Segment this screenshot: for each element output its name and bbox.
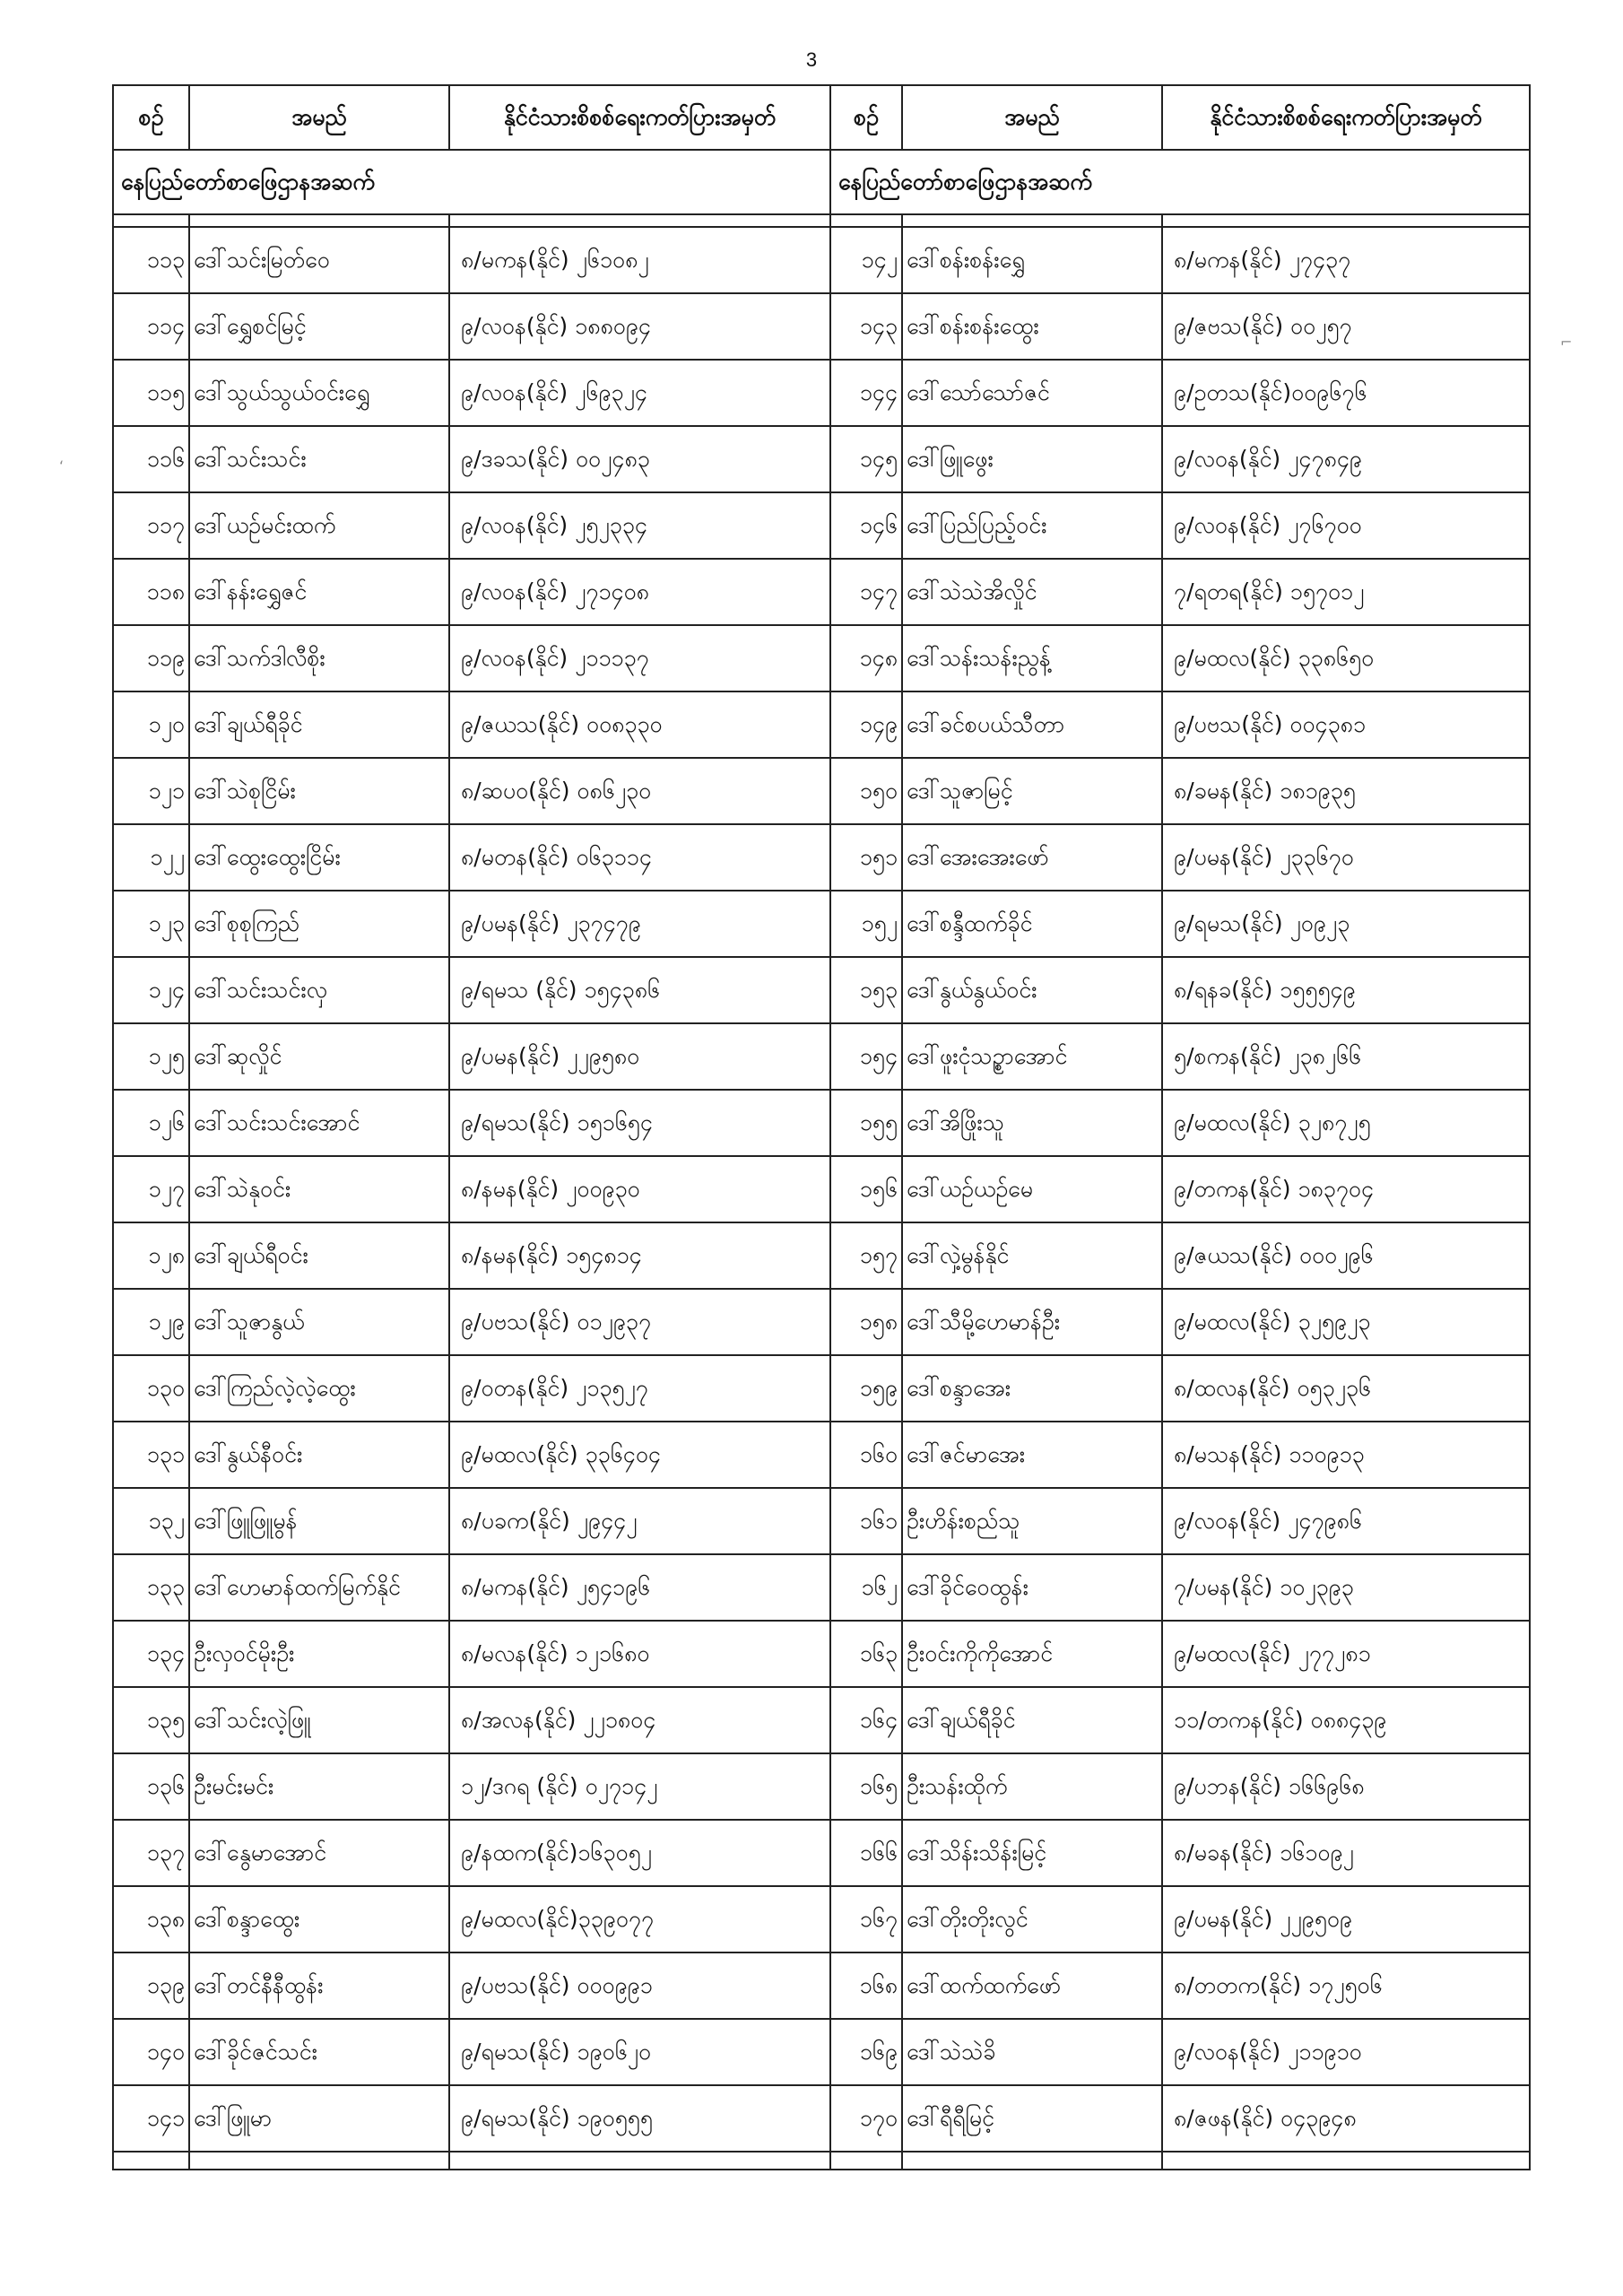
nrc-cell: ၈/မကန(နိုင်) ၂၇၄၃၇: [1162, 227, 1530, 293]
nrc-cell: ၈/ပခက(နိုင်) ၂၉၄၄၂: [449, 1488, 830, 1554]
nrc-cell: ၈/ထလန(နိုင်) ၀၅၃၂၃၆: [1162, 1355, 1530, 1422]
name-cell: ဒေါ်သင်းမြတ်ဝေ: [189, 227, 449, 293]
name-cell: ဒေါ်စန္ဒာအေး: [902, 1355, 1162, 1422]
nrc-cell: ၉/ဇဗသ(နိုင်) ၀၀၂၅၇: [1162, 293, 1530, 360]
name-cell: ဒေါ်ချယ်ရီခိုင်: [902, 1687, 1162, 1753]
nrc-cell: ၉/လဝန(နိုင်) ၂၇၁၄၀၈: [449, 559, 830, 625]
nrc-cell: ၉/လဝန(နိုင်) ၂၆၉၃၂၄: [449, 360, 830, 426]
nrc-cell: ၉/ပဗသ(နိုင်) ၀၀၄၃၈၁: [1162, 691, 1530, 758]
nrc-cell: ၉/ရမသ(နိုင်) ၁၉၀၆၂၀: [449, 2019, 830, 2085]
nrc-cell: ၉/ဇယသ(နိုင်) ၀၀၀၂၉၆: [1162, 1222, 1530, 1289]
serial-number-cell: ၁၂၄: [113, 957, 189, 1023]
name-cell: ဒေါ်သင်းသင်းလှ: [189, 957, 449, 1023]
serial-number-cell: ၁၄၂: [830, 227, 902, 293]
spacer-cell: [830, 214, 902, 227]
name-cell: ဒေါ်တိုးတိုးလွင်: [902, 1886, 1162, 1952]
serial-number-cell: ၁၄၄: [830, 360, 902, 426]
serial-number-cell: ၁၇၀: [830, 2085, 902, 2152]
serial-number-cell: ၁၅၂: [830, 891, 902, 957]
serial-number-cell: ၁၁၆: [113, 426, 189, 492]
name-cell: ဒေါ်သင်းသင်း: [189, 426, 449, 492]
name-cell: ဒေါ်သက်ဒါလီစိုး: [189, 625, 449, 691]
name-cell: ဒေါ်ရွှေစင်မြင့်: [189, 293, 449, 360]
name-cell: ဒေါ်သဲသဲခိ: [902, 2019, 1162, 2085]
serial-number-cell: ၁၅၄: [830, 1023, 902, 1090]
nrc-cell: ၉/ပမန(နိုင်) ၂၂၉၅၀၉: [1162, 1886, 1530, 1952]
serial-number-cell: ၁၃၃: [113, 1554, 189, 1621]
name-cell: ဒေါ်ခိုင်ဝေထွန်း: [902, 1554, 1162, 1621]
nrc-cell: ၅/စကန(နိုင်) ၂၃၈၂၆၆: [1162, 1023, 1530, 1090]
name-cell: ဒေါ်နွေမာအောင်: [189, 1820, 449, 1886]
nrc-cell: ၉/လဝန(နိုင်) ၁၈၈၀၉၄: [449, 293, 830, 360]
spacer-row: [113, 214, 1530, 227]
nrc-cell: ၉/ဥတသ(နိုင်)၀၀၉၆၇၆: [1162, 360, 1530, 426]
name-cell: ဒေါ်သင်းလဲ့ဖြူ: [189, 1687, 449, 1753]
name-cell: ဒေါ်နန်းရွှေဇင်: [189, 559, 449, 625]
header-no: စဉ်: [113, 85, 189, 150]
serial-number-cell: ၁၃၈: [113, 1886, 189, 1952]
name-cell: ဒေါ်သိန်းသိန်းမြင့်: [902, 1820, 1162, 1886]
serial-number-cell: ၁၂၃: [113, 891, 189, 957]
name-cell: ဒေါ်သော်သော်ဇင်: [902, 360, 1162, 426]
name-cell: ဒေါ်ခင်စပယ်သီတာ: [902, 691, 1162, 758]
table-row: [113, 1952, 1530, 2019]
trailing-cell: [189, 2152, 449, 2170]
nrc-cell: ၈/အလန(နိုင်) ၂၂၁၈၀၄: [449, 1687, 830, 1753]
table-row: [113, 1355, 1530, 1422]
nrc-cell: ၉/မထလ(နိုင်) ၃၃၈၆၅၀: [1162, 625, 1530, 691]
table-row: [113, 227, 1530, 293]
name-cell: ဒေါ်စန္ဒီထက်ခိုင်: [902, 891, 1162, 957]
nrc-cell: ၈/ဇဖန(နိုင်) ၀၄၃၉၄၈: [1162, 2085, 1530, 2152]
nrc-cell: ၉/မထလ(နိုင်)၃၃၉၀၇၇: [449, 1886, 830, 1952]
table-row: [113, 2085, 1530, 2152]
serial-number-cell: ၁၅၇: [830, 1222, 902, 1289]
spacer-cell: [902, 214, 1162, 227]
nrc-cell: ၉/ပဗသ(နိုင်) ၀၀၀၉၉၁: [449, 1952, 830, 2019]
nrc-cell: ၈/တတက(နိုင်) ၁၇၂၅၀၆: [1162, 1952, 1530, 2019]
name-cell: ဒေါ်စန္ဒာထွေး: [189, 1886, 449, 1952]
table-row: [113, 625, 1530, 691]
name-cell: ဦးလှ​ဝင်မိုးဦး: [189, 1621, 449, 1687]
name-cell: ဒေါ်သန်းသန်းညွန့်: [902, 625, 1162, 691]
nrc-cell: ၈/နမန(နိုင်) ၂၀၀၉၃၀: [449, 1156, 830, 1222]
serial-number-cell: ၁၁၃: [113, 227, 189, 293]
name-cell: ဒေါ်ဖူးငုံသဥ္စာအောင်: [902, 1023, 1162, 1090]
nrc-cell: ၉/လဝန(နိုင်) ၂၄၇၉၈၆: [1162, 1488, 1530, 1554]
serial-number-cell: ၁၂၀: [113, 691, 189, 758]
trailing-cell: [449, 2152, 830, 2170]
serial-number-cell: ၁၄၇: [830, 559, 902, 625]
header-nrc: နိုင်ငံသားစိစစ်ရေးကတ်ပြားအမှတ်: [449, 85, 830, 150]
scan-speck: ⌐: [1560, 334, 1573, 351]
table-row: [113, 293, 1530, 360]
name-cell: ဒေါ်စုစုကြည်: [189, 891, 449, 957]
header-name: အမည်: [189, 85, 449, 150]
table-row: [113, 957, 1530, 1023]
serial-number-cell: ၁၂၈: [113, 1222, 189, 1289]
table-row: [113, 1289, 1530, 1355]
nrc-cell: ၇/ရတရ(နိုင်) ၁၅၇၀၁၂: [1162, 559, 1530, 625]
serial-number-cell: ၁၂၇: [113, 1156, 189, 1222]
nrc-cell: ၉/ရမသ(နိုင်) ၂၀၉၂၃: [1162, 891, 1530, 957]
serial-number-cell: ၁၂၂: [113, 824, 189, 891]
nrc-cell: ၉/လဝန(နိုင်) ၂၇၆၇၀၀: [1162, 492, 1530, 559]
nrc-cell: ၈/ရနခ(နိုင်) ၁၅၅၅၄၉: [1162, 957, 1530, 1023]
nrc-cell: ၉/ပမန(နိုင်) ၂၃၃၆၇၀: [1162, 824, 1530, 891]
table-row: [113, 1554, 1530, 1621]
serial-number-cell: ၁၅၃: [830, 957, 902, 1023]
serial-number-cell: ၁၅၅: [830, 1090, 902, 1156]
serial-number-cell: ၁၄၀: [113, 2019, 189, 2085]
section-title: နေပြည်တော်စာဖြေဌာနအဆက်: [113, 150, 830, 214]
spacer-cell: [1162, 214, 1530, 227]
table-row: [113, 824, 1530, 891]
serial-number-cell: ၁၁၉: [113, 625, 189, 691]
serial-number-cell: ၁၆၉: [830, 2019, 902, 2085]
nrc-cell: ၉/တကန(နိုင်) ၁၈၃၇၀၄: [1162, 1156, 1530, 1222]
nrc-cell: ၈/မတန(နိုင်) ၀၆၃၁၁၄: [449, 824, 830, 891]
trailing-cell: [902, 2152, 1162, 2170]
nrc-cell: ၉/ပဗသ(နိုင်) ၀၁၂၉၃၇: [449, 1289, 830, 1355]
name-cell: ဒေါ်ဆုလှိုင်: [189, 1023, 449, 1090]
nrc-cell: ၉/နထက(နိုင်)၁၆၃၀၅၂: [449, 1820, 830, 1886]
name-cell: ဒေါ်ဖြူဖြူမွန်: [189, 1488, 449, 1554]
name-cell: ဒေါ်နွယ်နွယ်ဝင်း: [902, 957, 1162, 1023]
serial-number-cell: ၁၁၅: [113, 360, 189, 426]
serial-number-cell: ၁၄၆: [830, 492, 902, 559]
table-row: [113, 891, 1530, 957]
header-no: စဉ်: [830, 85, 902, 150]
table-row: [113, 1222, 1530, 1289]
serial-number-cell: ၁၆၀: [830, 1422, 902, 1488]
header-name: အမည်: [902, 85, 1162, 150]
serial-number-cell: ၁၅၈: [830, 1289, 902, 1355]
name-cell: ဒေါ်ချယ်ရီခိုင်: [189, 691, 449, 758]
table-row: [113, 426, 1530, 492]
name-cell: ဒေါ်ယဉ်ယဉ်မေ: [902, 1156, 1162, 1222]
nrc-cell: ၉/ပမန(နိုင်) ၂၃၇၄၇၉: [449, 891, 830, 957]
name-cell: ဒေါ်သဲသဲအိလှိုင်: [902, 559, 1162, 625]
name-cell: ဒေါ်ထွေးထွေးငြိမ်း: [189, 824, 449, 891]
roster-table: [112, 84, 1531, 2170]
table-row: [113, 1687, 1530, 1753]
serial-number-cell: ၁၂၁: [113, 758, 189, 824]
name-cell: ဒေါ်ယဉ်မင်းထက်: [189, 492, 449, 559]
serial-number-cell: ၁၃၀: [113, 1355, 189, 1422]
name-cell: ဒေါ်စန်းစန်းထွေး: [902, 293, 1162, 360]
nrc-cell: ၉/လဝန(နိုင်) ၂၅၂၃၃၄: [449, 492, 830, 559]
nrc-cell: ၉/လဝန(နိုင်) ၂၁၁၁၃၇: [449, 625, 830, 691]
nrc-cell: ၉/မထလ(နိုင်) ၂၇၇၂၈၁: [1162, 1621, 1530, 1687]
serial-number-cell: ၁၆၇: [830, 1886, 902, 1952]
nrc-cell: ၉/ပဘန(နိုင်) ၁၆၆၉၆၈: [1162, 1753, 1530, 1820]
nrc-cell: ၈/ဆပဝ(နိုင်) ၀၈၆၂၃၀: [449, 758, 830, 824]
section-title: နေပြည်တော်စာဖြေဌာနအဆက်: [830, 150, 1530, 214]
header-row: [113, 85, 1530, 150]
serial-number-cell: ၁၁၈: [113, 559, 189, 625]
spacer-cell: [113, 214, 189, 227]
trailing-cell: [1162, 2152, 1530, 2170]
serial-number-cell: ၁၆၃: [830, 1621, 902, 1687]
serial-number-cell: ၁၃၆: [113, 1753, 189, 1820]
table-row: [113, 492, 1530, 559]
serial-number-cell: ၁၆၄: [830, 1687, 902, 1753]
serial-number-cell: ၁၃၂: [113, 1488, 189, 1554]
nrc-cell: ၉/ဝတန(နိုင်) ၂၁၃၅၂၇: [449, 1355, 830, 1422]
nrc-cell: ၉/ပမန(နိုင်) ၂၂၉၅၈၀: [449, 1023, 830, 1090]
nrc-cell: ၉/ရမသ (နိုင်) ၁၅၄၃၈၆: [449, 957, 830, 1023]
nrc-cell: ၈/မကန(နိုင်) ၂၆၁၀၈၂: [449, 227, 830, 293]
serial-number-cell: ၁၆၈: [830, 1952, 902, 2019]
name-cell: ဒေါ်ပြည်ပြည့်ဝင်း: [902, 492, 1162, 559]
name-cell: ဒေါ်ဇင်မာအေး: [902, 1422, 1162, 1488]
serial-number-cell: ၁၆၅: [830, 1753, 902, 1820]
serial-number-cell: ၁၂၆: [113, 1090, 189, 1156]
nrc-cell: ၇/ပမန(နိုင်) ၁၀၂၃၉၃: [1162, 1554, 1530, 1621]
nrc-cell: ၈/နမန(နိုင်) ၁၅၄၈၁၄: [449, 1222, 830, 1289]
serial-number-cell: ၁၄၁: [113, 2085, 189, 2152]
serial-number-cell: ၁၃၉: [113, 1952, 189, 2019]
page-number: 3: [805, 48, 818, 71]
serial-number-cell: ၁၂၉: [113, 1289, 189, 1355]
nrc-cell: ၉/မထလ(နိုင်) ၃၃၆၄၀၄: [449, 1422, 830, 1488]
name-cell: ဦးသန်းထိုက်: [902, 1753, 1162, 1820]
nrc-cell: ၈/မသန(နိုင်) ၁၁၀၉၁၃: [1162, 1422, 1530, 1488]
name-cell: ဒေါ်ဖြူဖွေး: [902, 426, 1162, 492]
name-cell: ဒေါ်သွယ်သွယ်ဝင်းရွှေ: [189, 360, 449, 426]
table-row: [113, 2019, 1530, 2085]
serial-number-cell: ၁၃၇: [113, 1820, 189, 1886]
trailing-cell: [830, 2152, 902, 2170]
name-cell: ဦးဟိန်းစည်သူ: [902, 1488, 1162, 1554]
table-row: [113, 1023, 1530, 1090]
serial-number-cell: ၁၄၃: [830, 293, 902, 360]
table-row: [113, 1422, 1530, 1488]
table-row: [113, 691, 1530, 758]
name-cell: ဒေါ်သူဇာနွယ်: [189, 1289, 449, 1355]
nrc-cell: ၈/မလန(နိုင်) ၁၂၁၆၈၀: [449, 1621, 830, 1687]
header-nrc: နိုင်ငံသားစိစစ်ရေးကတ်ပြားအမှတ်: [1162, 85, 1530, 150]
serial-number-cell: ၁၂၅: [113, 1023, 189, 1090]
nrc-cell: ၉/ဇယသ(နိုင်) ၀၀၈၃၃၀: [449, 691, 830, 758]
serial-number-cell: ၁၄၈: [830, 625, 902, 691]
name-cell: ဒေါ်သီမို့ဟေမာန်ဦး: [902, 1289, 1162, 1355]
serial-number-cell: ၁၃၅: [113, 1687, 189, 1753]
name-cell: ဒေါ်လှဲ့မွန်နိုင်: [902, 1222, 1162, 1289]
serial-number-cell: ၁၆၁: [830, 1488, 902, 1554]
nrc-cell: ၁၂/ဒဂရ (နိုင်) ၀၂၇၁၄၂: [449, 1753, 830, 1820]
serial-number-cell: ၁၄၉: [830, 691, 902, 758]
name-cell: ဒေါ်သူဇာမြင့်: [902, 758, 1162, 824]
table-row: [113, 1090, 1530, 1156]
serial-number-cell: ၁၆၆: [830, 1820, 902, 1886]
name-cell: ဒေါ်အိဖြိုးသူ: [902, 1090, 1162, 1156]
table-row: [113, 559, 1530, 625]
name-cell: ဒေါ်ဖြူမာ: [189, 2085, 449, 2152]
nrc-cell: ၉/မထလ(နိုင်) ၃၂၅၉၂၃: [1162, 1289, 1530, 1355]
nrc-cell: ၁၁/တကန(နိုင်) ၀၈၈၄၃၉: [1162, 1687, 1530, 1753]
name-cell: ဒေါ်ခိုင်ဇင်သင်း: [189, 2019, 449, 2085]
serial-number-cell: ၁၁၇: [113, 492, 189, 559]
table-row: [113, 1886, 1530, 1952]
table-row: [113, 1488, 1530, 1554]
table-row: [113, 1621, 1530, 1687]
nrc-cell: ၈/မခန(နိုင်) ၁၆၁၀၉၂: [1162, 1820, 1530, 1886]
table-row: [113, 1820, 1530, 1886]
nrc-cell: ၉/ဒခသ(နိုင်) ၀၀၂၄၈၃: [449, 426, 830, 492]
table-row: [113, 758, 1530, 824]
nrc-cell: ၈/မကန(နိုင်) ၂၅၄၁၉၆: [449, 1554, 830, 1621]
name-cell: ဒေါ်သဲနုဝင်း: [189, 1156, 449, 1222]
trailing-row: [113, 2152, 1530, 2170]
spacer-cell: [189, 214, 449, 227]
section-row: [113, 150, 1530, 214]
table-row: [113, 1753, 1530, 1820]
name-cell: ဒေါ်အေးအေးဖော်: [902, 824, 1162, 891]
serial-number-cell: ၁၅၀: [830, 758, 902, 824]
nrc-cell: ၉/လဝန(နိုင်) ၂၁၁၉၁၀: [1162, 2019, 1530, 2085]
name-cell: ဒေါ်တင်နီနီထွန်း: [189, 1952, 449, 2019]
name-cell: ဒေါ်သဲစုငြိမ်း: [189, 758, 449, 824]
nrc-cell: ၉/လဝန(နိုင်) ၂၄၇၈၄၉: [1162, 426, 1530, 492]
serial-number-cell: ၁၁၄: [113, 293, 189, 360]
serial-number-cell: ၁၅၁: [830, 824, 902, 891]
name-cell: ဦးမင်းမင်း: [189, 1753, 449, 1820]
name-cell: ဦးဝင်းကိုကိုအောင်: [902, 1621, 1162, 1687]
name-cell: ဒေါ်ထက်ထက်ဖော်: [902, 1952, 1162, 2019]
nrc-cell: ၈/ခမန(နိုင်) ၁၈၁၉၃၅: [1162, 758, 1530, 824]
scan-speck: ‘: [59, 457, 65, 474]
serial-number-cell: ၁၃၁: [113, 1422, 189, 1488]
name-cell: ဒေါ်ချယ်ရီဝင်း: [189, 1222, 449, 1289]
table-row: [113, 360, 1530, 426]
spacer-cell: [449, 214, 830, 227]
name-cell: ဒေါ်နွယ်နီဝင်း: [189, 1422, 449, 1488]
table-row: [113, 1156, 1530, 1222]
serial-number-cell: ၁၃၄: [113, 1621, 189, 1687]
name-cell: ဒေါ်ကြည်လဲ့လဲ့ထွေး: [189, 1355, 449, 1422]
nrc-cell: ၉/မထလ(နိုင်) ၃၂၈၇၂၅: [1162, 1090, 1530, 1156]
trailing-cell: [113, 2152, 189, 2170]
nrc-cell: ၉/ရမသ(နိုင်) ၁၅၁၆၅၄: [449, 1090, 830, 1156]
name-cell: ဒေါ်ဟေမာန်ထက်မြက်နိုင်: [189, 1554, 449, 1621]
name-cell: ဒေါ်စန်းစန်းရွှေ: [902, 227, 1162, 293]
nrc-cell: ၉/ရမသ(နိုင်) ၁၉၀၅၅၅: [449, 2085, 830, 2152]
name-cell: ဒေါ်သင်းသင်းအောင်: [189, 1090, 449, 1156]
serial-number-cell: ၁၄၅: [830, 426, 902, 492]
serial-number-cell: ၁၅၉: [830, 1355, 902, 1422]
serial-number-cell: ၁၆၂: [830, 1554, 902, 1621]
serial-number-cell: ၁၅၆: [830, 1156, 902, 1222]
name-cell: ဒေါ်ရီရီမြင့်: [902, 2085, 1162, 2152]
